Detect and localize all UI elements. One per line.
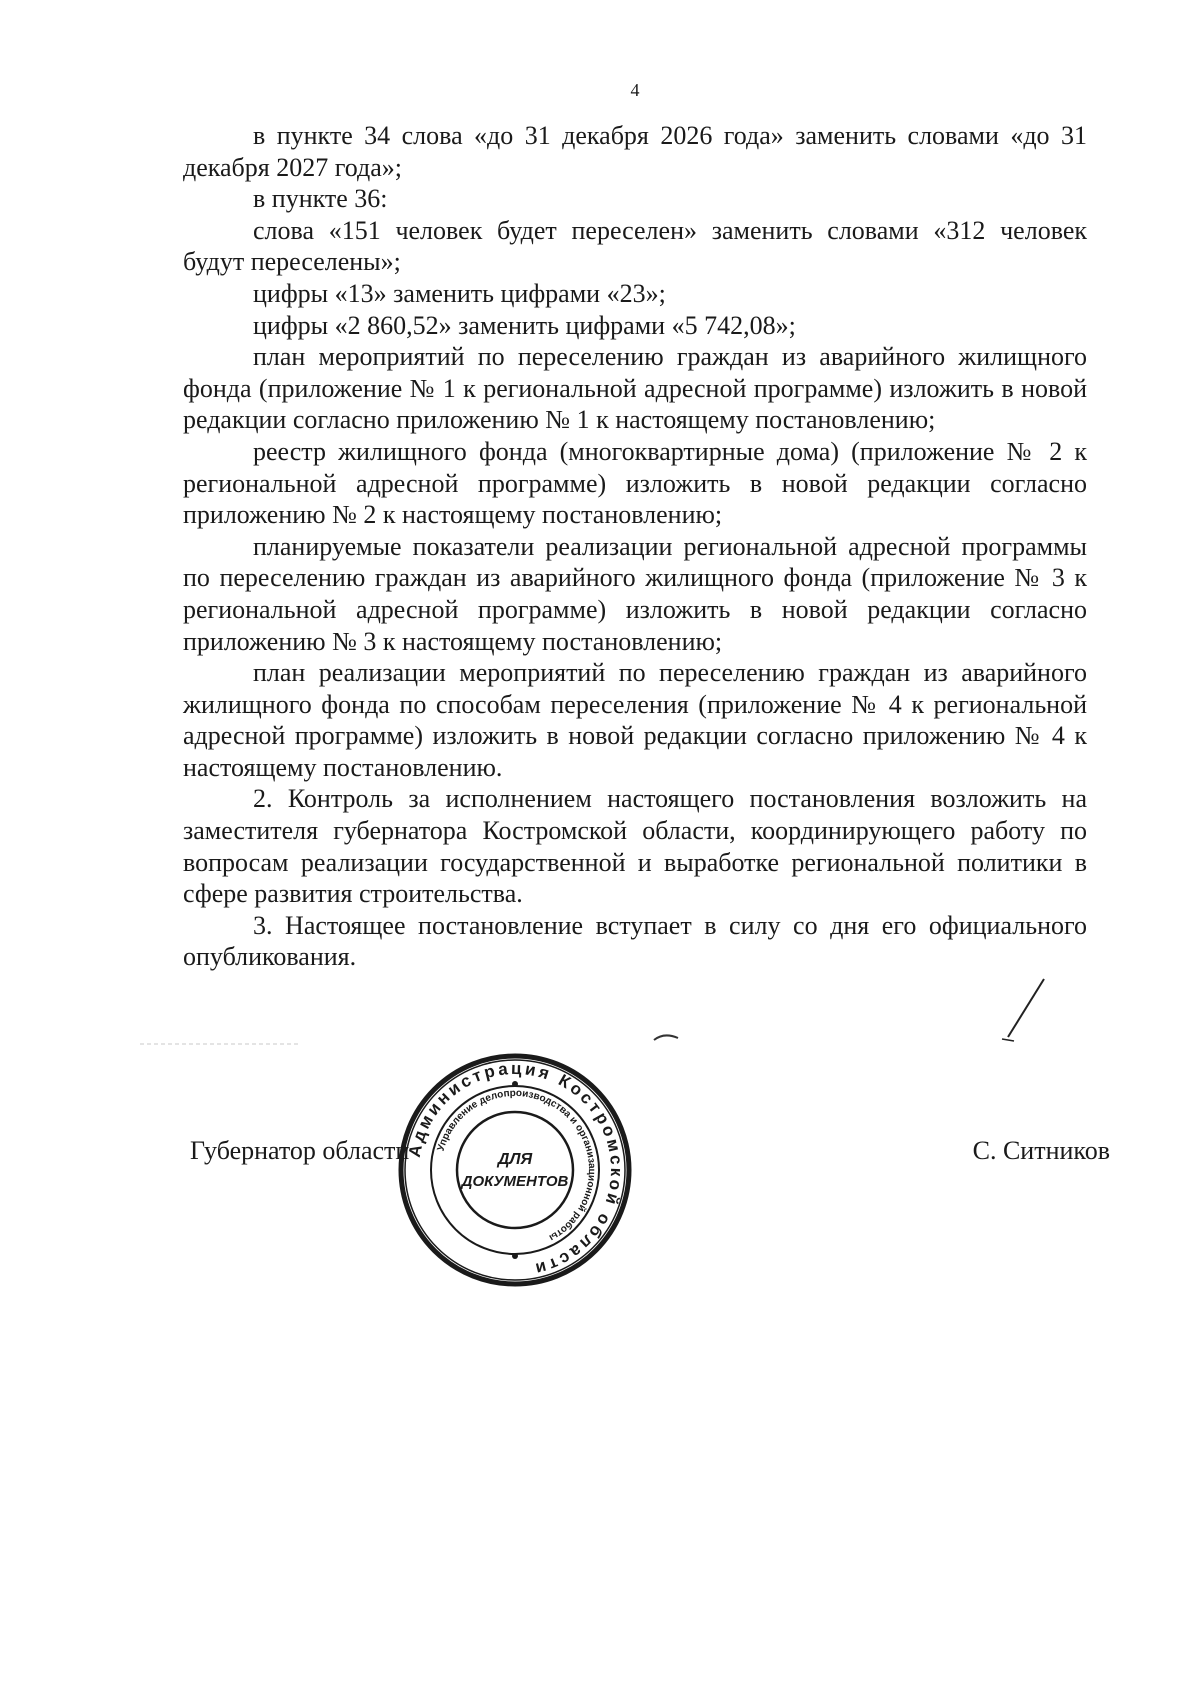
official-seal-stamp	[395, 1050, 635, 1290]
paragraph-11: 3. Настоящее постановление вступает в силу со дня его официального опубликования.	[183, 910, 1087, 972]
paragraph-2: в пункте 36:	[253, 184, 388, 214]
paragraph-10: 2. Контроль за исполнением настоящего постановления возложить на заместителя губернатора Костромской области, координирующего работу по вопросам реализации государственной и выработке региональной политики в сфере развития строительства.	[183, 784, 1087, 909]
signer-title: Губернатор области	[190, 1136, 410, 1165]
pen-tick-mark	[652, 1030, 682, 1042]
page-number: 4	[630, 80, 640, 100]
paragraph-9: план реализации мероприятий по переселению граждан из аварийного жилищного фонда по способам переселения (приложение № 4 к региональной адресной программе) изложить в новой редакции согласно приложению № 4 к настоящему постановлению.	[183, 658, 1087, 782]
paragraph-4: цифры «13» заменить цифрами «23»;	[253, 278, 666, 308]
signer-name: С. Ситников	[972, 1136, 1110, 1165]
scan-artifact-line	[140, 1043, 300, 1045]
paragraph-8: планируемые показатели реализации региональной адресной программы по переселению граждан из аварийного жилищного фонда (приложение № 3 к региональной адресной программе) изложить в новой редакции согласно приложению № 3 к настоящему постановлению;	[183, 531, 1087, 656]
signature-stroke	[1000, 975, 1050, 1045]
paragraph-3: слова «151 человек будет переселен» заменить словами «312 человек будут переселены»;	[183, 215, 1087, 277]
paragraph-1: в пункте 34 слова «до 31 декабря 2026 года» заменить словами «до 31 декабря 2027 года»;	[183, 121, 1087, 182]
paragraph-6: план мероприятий по переселению граждан из аварийного жилищного фонда (приложение № 1 к региональной адресной программе) изложить в новой редакции согласно приложению № 1 к настоящему постановлению;	[183, 342, 1087, 435]
document-body	[183, 120, 1087, 973]
stamp-outer-text: Администрация Костромской области	[404, 1058, 627, 1280]
paragraph-5: цифры «2 860,52» заменить цифрами «5 742,08»;	[253, 310, 796, 340]
stamp-inner-text: Управление делопроизводства и организационной работы	[435, 1087, 598, 1244]
stamp-center-line-2: ДОКУМЕНТОВ	[461, 1173, 569, 1190]
paragraph-7: реестр жилищного фонда (многоквартирные дома) (приложение № 2 к региональной адресной программе) изложить в новой редакции согласно приложению № 2 к настоящему постановлению;	[183, 436, 1087, 530]
stamp-center-line-1: ДЛЯ	[497, 1151, 533, 1168]
